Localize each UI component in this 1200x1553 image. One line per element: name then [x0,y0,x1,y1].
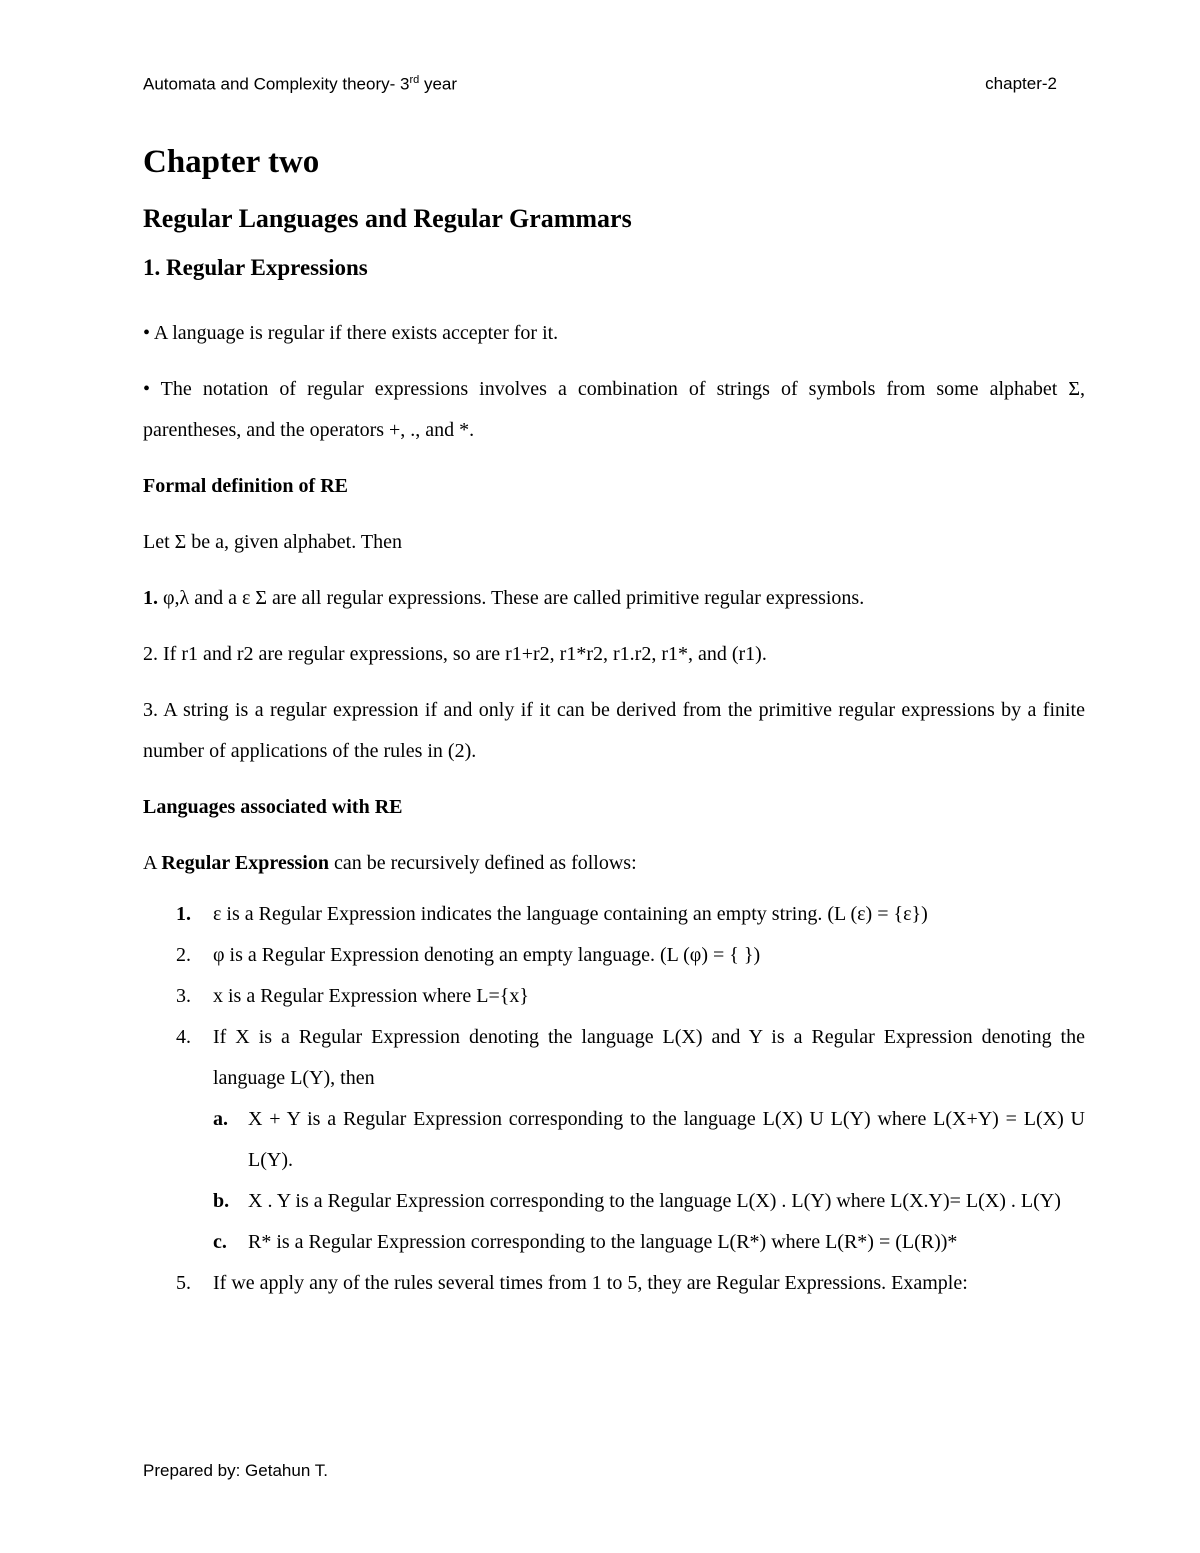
formal-item-text: If r1 and r2 are regular expressions, so are r1+r2, r1*r2, r1.r2, r1*, and (r1). [158,643,767,665]
sub-list-text: X + Y is a Regular Expression corresponding to the language L(X) U L(Y) where L(X+Y) = L(X) U L(Y). [248,1108,1085,1171]
lead-text: can be recursively defined as follows: [328,852,637,874]
formal-item-1 [143,578,1085,619]
list-item [143,1263,1085,1304]
languages-heading: Languages associated with RE [143,796,403,818]
sub-list-item [213,1099,1085,1181]
lead-bold-text: Regular Expression [161,852,329,874]
sub-list-letter: c. [213,1231,227,1253]
lead-text: A [143,852,162,874]
sub-list-item [213,1222,1085,1263]
list-text: φ is a Regular Expression denoting an empty language. (L (φ) = { }) [213,944,761,966]
header-superscript: rd [409,74,420,86]
list-item [143,1017,1085,1263]
list-item [143,976,1085,1017]
intro-bullet-1: • A language is regular if there exists accepter for it. [143,322,559,344]
list-number: 3. [176,985,191,1007]
list-text: ε is a Regular Expression indicates the language containing an empty string. (L (ε) = {ε}) [213,903,928,925]
header-year-text: year [419,74,458,94]
chapter-title: Chapter two [143,144,320,180]
languages-lead [143,843,1085,884]
rules-list [143,894,1085,1304]
page-footer: Prepared by: Getahun T. [143,1461,328,1480]
list-number: 1. [176,903,191,925]
page-header-left [143,74,457,95]
list-text: If X is a Regular Expression denoting the language L(X) and Y is a Regular Expression denoting the language L(Y), then [213,1026,1085,1089]
formal-definition-lead: Let Σ be a, given alphabet. Then [143,531,402,553]
formal-item-2 [143,634,1085,675]
formal-item-text: A string is a regular expression if and only if it can be derived from the primitive regular expressions by a finite number of applications of the rules in (2). [143,699,1085,762]
intro-bullet-2: • The notation of regular expressions involves a combination of strings of symbols from some alphabet Σ, parentheses, and the operators +, ., and *. [143,378,1085,441]
sub-list-text: X . Y is a Regular Expression corresponding to the language L(X) . L(Y) where L(X.Y)= L(X) . L(Y) [248,1190,1061,1212]
sub-list-text: R* is a Regular Expression corresponding to the language L(R*) where L(R*) = (L(R))* [248,1231,958,1253]
list-number: 2. [176,944,191,966]
sub-list-letter: b. [213,1190,230,1212]
formal-item-number: 1. [143,587,158,609]
sub-rules-list [213,1099,1085,1263]
header-course-text: Automata and Complexity theory- 3 [143,74,410,94]
formal-item-text: φ,λ and a ε Σ are all regular expressions. These are called primitive regular expressions. [158,587,865,609]
formal-item-3 [143,690,1085,772]
subsection-title: 1. Regular Expressions [143,255,368,280]
list-text: x is a Regular Expression where L={x} [213,985,529,1007]
list-item [143,894,1085,935]
list-item [143,935,1085,976]
list-text: If we apply any of the rules several times from 1 to 5, they are Regular Expressions. Example: [213,1272,968,1294]
formal-definition-heading: Formal definition of RE [143,475,348,497]
page-header-right: chapter-2 [985,74,1057,93]
sub-list-letter: a. [213,1108,228,1130]
formal-item-number: 2. [143,643,158,665]
list-number: 4. [176,1026,191,1048]
section-title: Regular Languages and Regular Grammars [143,204,632,233]
page-content [143,140,1085,1304]
sub-list-item [213,1181,1085,1222]
formal-item-number: 3. [143,699,158,721]
list-number: 5. [176,1272,191,1294]
